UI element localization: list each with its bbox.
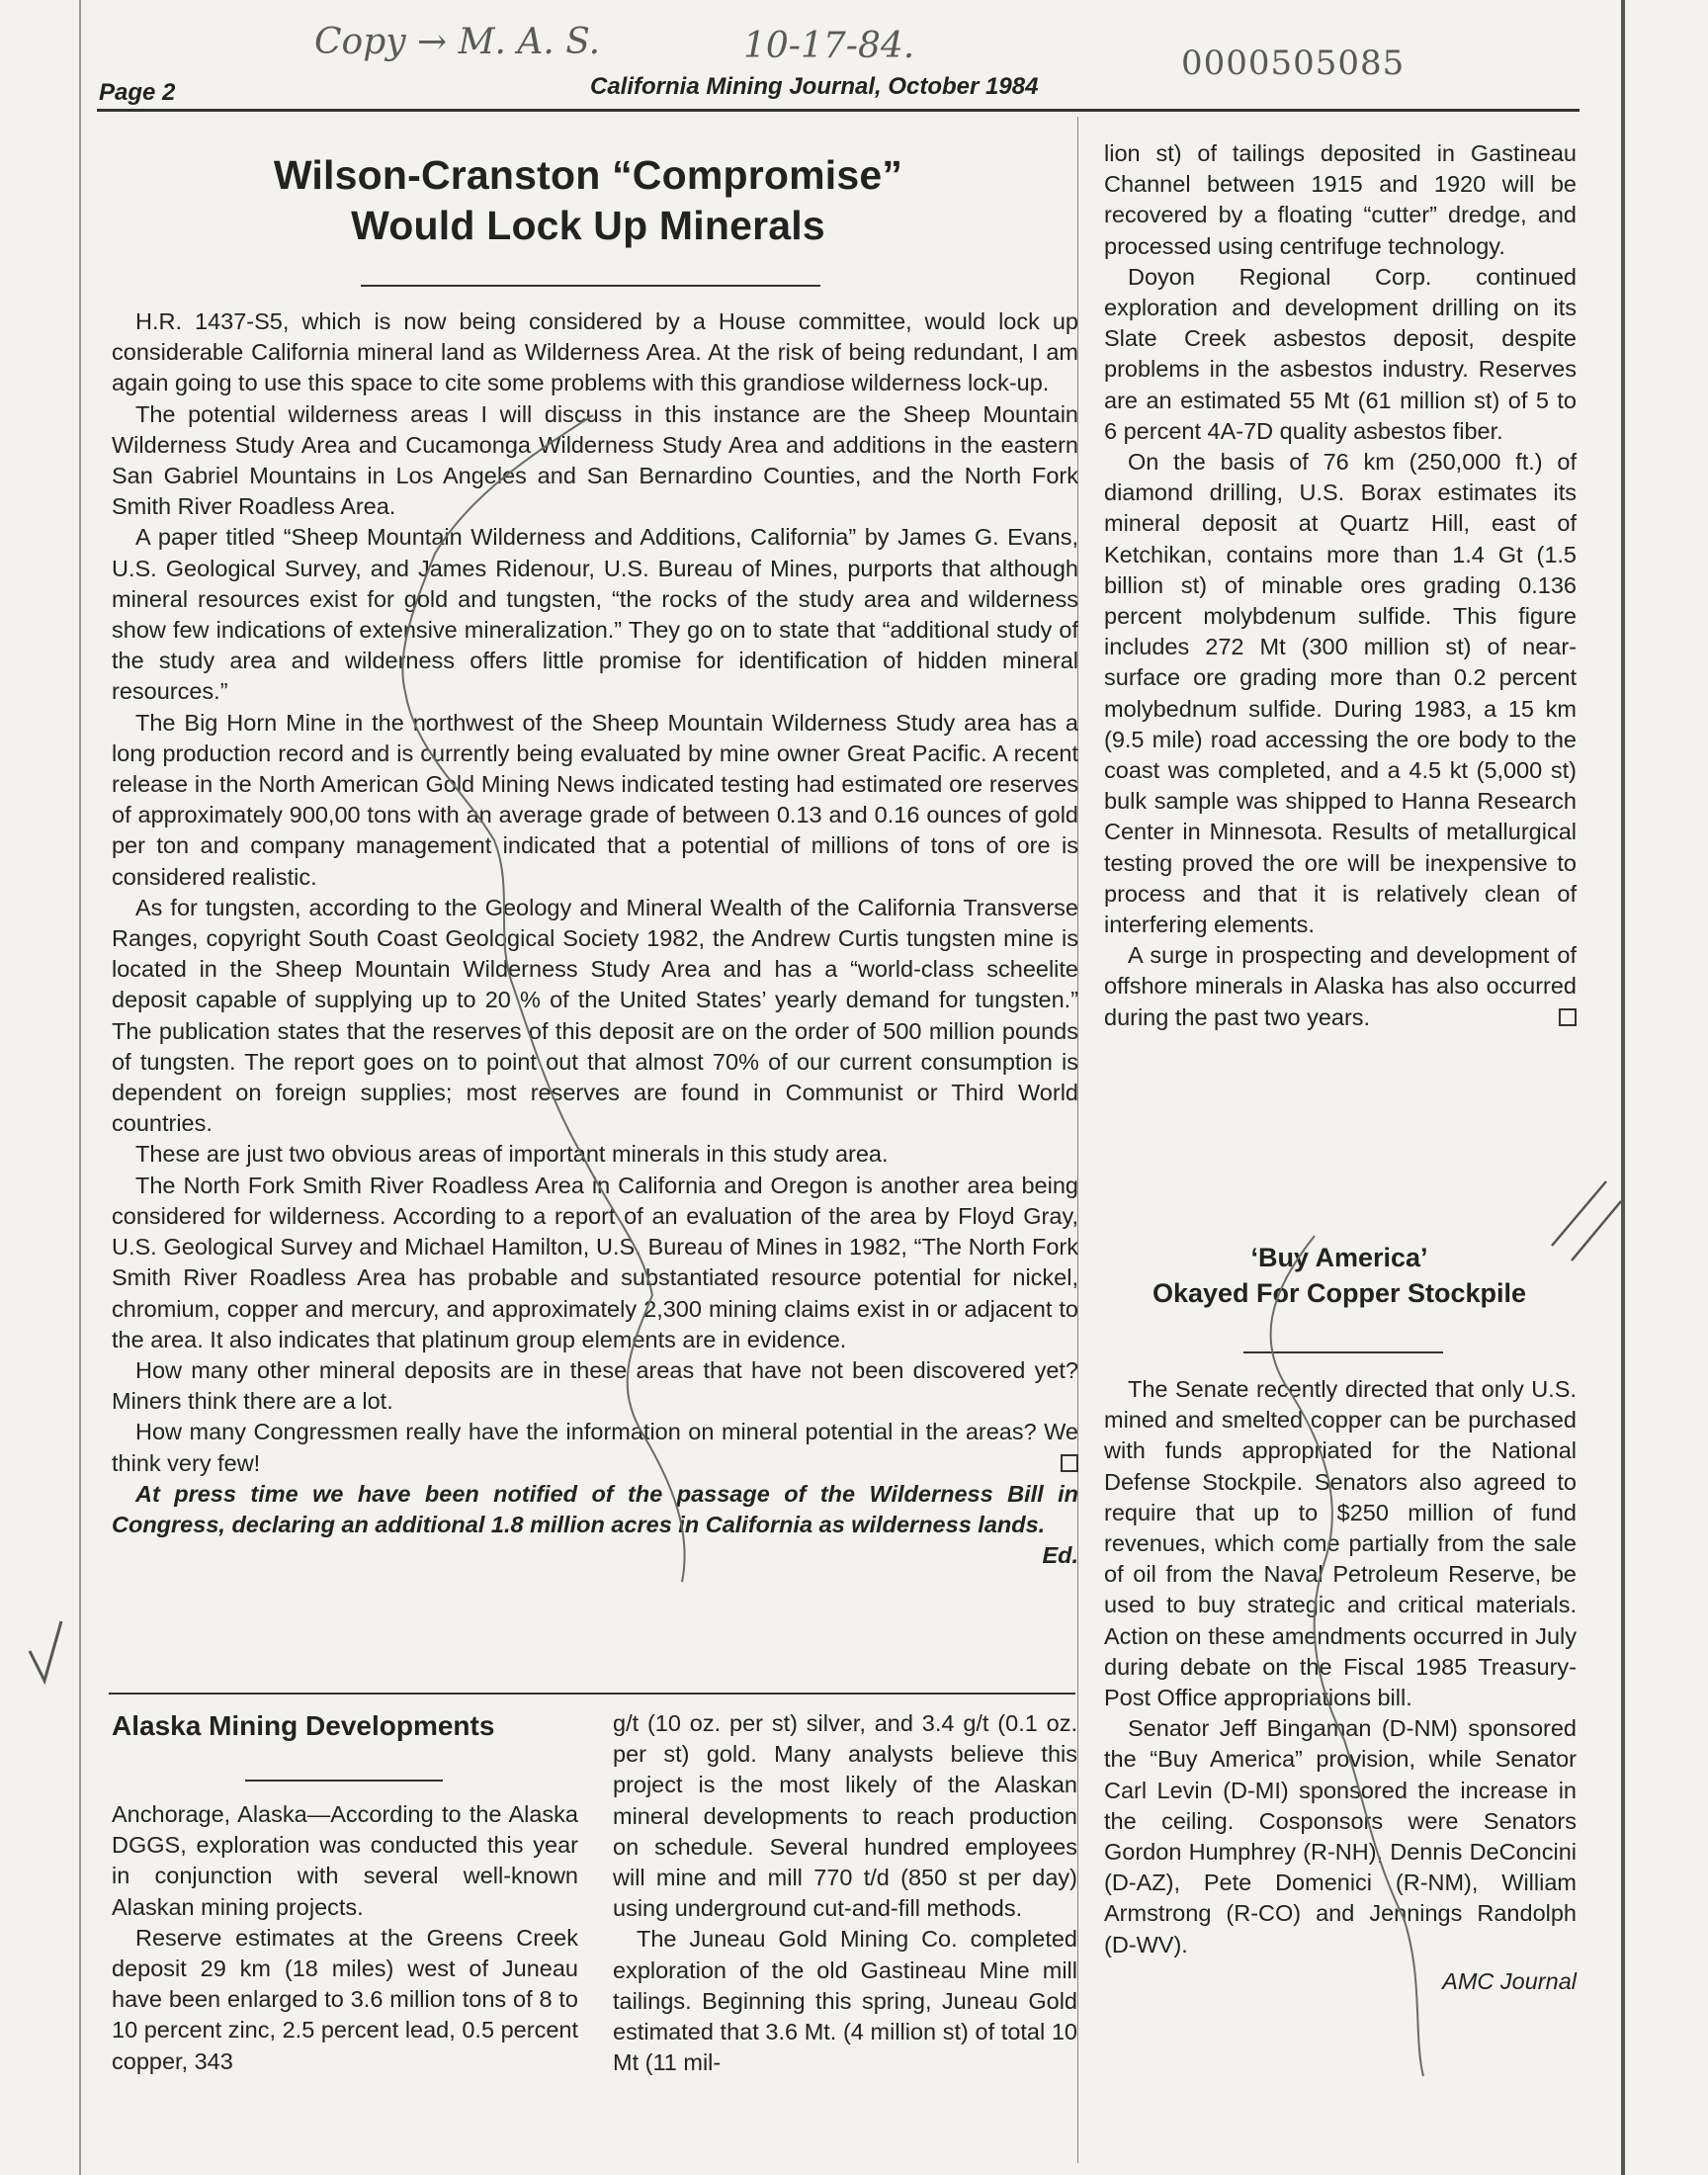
article1-paragraph: How many Congressmen really have the information on mineral potential in the areas? We think very few! (112, 1419, 1078, 1476)
article2-paragraph: Anchorage, Alaska—According to the Alaska DGGS, exploration was conducted this year in conjunction with several well-known Alaskan mining projects. (112, 1801, 578, 1920)
end-mark-icon (1559, 1008, 1577, 1026)
end-mark-icon (1061, 1454, 1078, 1472)
article-separator-rule (109, 1693, 1075, 1695)
handwritten-date-note: 10-17-84. (743, 26, 915, 66)
article3-headline (1097, 1240, 1581, 1311)
article1-paragraph: These are just two obvious areas of important minerals in this study area. (135, 1141, 889, 1168)
header-rule (97, 109, 1580, 112)
article3-paragraph: Senator Jeff Bingaman (D-NM) sponsored the “Buy America” provision, while Senator Carl Levin (D-MI) sponsored the increase in the ceiling. Cosponsors were Senators Gordon Humphrey (R-NH), Dennis DeConcini (D-AZ), Pete Domenici (R-NM), William Armstrong (R-CO) and Jennings Randolph (D-WV). (1104, 1715, 1577, 1958)
article1-title-line1: Wilson-Cranston “Compromise” (273, 152, 903, 198)
article1-paragraph: The Big Horn Mine in the northwest of the Sheep Mountain Wilderness Study area has a long production record and is currently being evaluated by mine owner Great Pacific. A recent release in the North American Gold Mining News indicated testing had estimated ore reserves of approximately 900,00 tons with an average grade of between 0.13 and 0.16 ounces of gold per ton and company management indicated that a potential of millions of tons of ore is considered realistic. (112, 709, 1078, 890)
article1-title-rule (361, 285, 820, 287)
article2-paragraph: On the basis of 76 km (250,000 ft.) of diamond drilling, U.S. Borax estimates its mineral deposit at Quartz Hill, east of Ketchikan, contains more than 1.4 Gt (1.5 billion st) of minable ores grading 0.136 percent molybdenum sulfide. This figure includes 272 Mt (300 million st) of near-surface ore grading more than 0.2 percent molybednum sulfide. During 1983, a 15 km (9.5 mile) road accessing the ore body to the coast was completed, and a 4.5 kt (5,000 st) bulk sample was shipped to Hanna Research Center in Minnesota. Results of metallurgical testing proved the ore will be inexpensive to process and that it is relatively clean of interfering elements. (1104, 449, 1577, 938)
article3-title-line1: ‘Buy America’ (1250, 1243, 1428, 1272)
article2-paragraph: Reserve estimates at the Greens Creek deposit 29 km (18 miles) west of Juneau have been enlarged to 3.6 million tons of 8 to 10 percent zinc, 2.5 percent lead, 0.5 percent copper, 343 (112, 1924, 578, 2074)
article1-paragraph: As for tungsten, according to the Geology and Mineral Wealth of the California Transverse Ranges, copyright South Coast Geological Society 1982, the Andrew Curtis tungsten mine is located in the Sheep Mountain Wilderness Study Area and has a “world-class scheelite deposit capable of supplying up to 20 % of the United States’ yearly demand for tungsten.” The publication states that the reserves of this deposit are on the order of 500 million pounds of tungsten. The report goes on to point out that almost 70% of our current consumption is dependent on foreign supplies; most reserves are found in Communist or Third World countries. (112, 894, 1078, 1137)
article2-column-b (613, 1708, 1077, 2078)
handwritten-copy-note: Copy → M. A. S. (314, 22, 601, 62)
editor-note (112, 1479, 1078, 1569)
left-page-edge (79, 0, 81, 2175)
article2-paragraph: g/t (10 oz. per st) silver, and 3.4 g/t (0.1 oz. per st) gold. Many analysts believe this project is the most likely of the Alaskan mineral developments to reach production on schedule. Several hundred employees will mine and mill 770 t/d (850 st per day) using underground cut-and-fill methods. (613, 1710, 1077, 1922)
article2-column-a (112, 1799, 578, 2077)
article2-paragraph: The Juneau Gold Mining Co. completed exploration of the old Gastineau Mine mill tailings. Beginning this spring, Juneau Gold estimated that 3.6 Mt. (4 million st) of total 10 Mt (11 mil- (613, 1926, 1077, 2076)
article1-paragraph: How many other mineral deposits are in these areas that have not been discovered yet? Miners think there are a lot. (112, 1356, 1078, 1415)
page-number: Page 2 (99, 79, 176, 106)
article1-title-line2: Would Lock Up Minerals (351, 203, 825, 248)
article2-title: Alaska Mining Developments (112, 1710, 495, 1741)
article2-title-rule (245, 1780, 443, 1782)
article1-last-paragraph (112, 1417, 1078, 1478)
article2-paragraph: lion st) of tailings deposited in Gastineau Channel between 1915 and 1920 will be recovered by a floating “cutter” dredge, and processed using centrifuge technology. (1104, 140, 1577, 259)
article1-paragraph: The potential wilderness areas I will discuss in this instance are the Sheep Mountain Wilderness Study Area and Cucamonga Wilderness Study Area and additions in the eastern San Gabriel Mountains in Los Angeles and San Bernardino Counties, and the North Fork Smith River Roadless Area. (112, 400, 1078, 520)
article2-headline (112, 1708, 584, 1744)
article1-headline (114, 150, 1063, 251)
handwritten-doc-number: 0000505085 (1181, 44, 1406, 83)
pen-check-mark (30, 1621, 61, 1681)
article2-paragraph: A surge in prospecting and development of offshore minerals in Alaska has also occurred during the past two years. (1104, 942, 1577, 1030)
article2-last-paragraph (1104, 940, 1577, 1033)
article1-paragraph: H.R. 1437-S5, which is now being considered by a House committee, would lock up considerable California mineral land as Wilderness Area. At the risk of being redundant, I am again going to use this space to cite some problems with this grandiose wilderness lock-up. (112, 308, 1078, 396)
editor-tag: Ed. (1042, 1542, 1078, 1569)
right-page-edge (1621, 0, 1625, 2175)
article2-paragraph: Doyon Regional Corp. continued exploration and development drilling on its Slate Creek asbestos deposit, despite problems in the asbestos industry. Reserves are an estimated 55 Mt (61 million st) of 5 to 6 percent 4A-7D quality asbestos fiber. (1104, 263, 1577, 444)
article2-column-c (1104, 138, 1577, 1033)
article3-paragraph: The Senate recently directed that only U.S. mined and smelted copper can be purchased with funds appropriated for the National Defense Stockpile. Senators also agreed to require that up to $250 million of fund revenues, which come partially from the sale of oil from the Naval Petroleum Reserve, be used to buy strategic and critical materials. Action on these amendments occurred in July during debate on the Fiscal 1985 Treasury-Post Office appropriations bill. (1104, 1376, 1577, 1711)
article3-title-line2: Okayed For Copper Stockpile (1152, 1278, 1527, 1308)
article1-paragraph: A paper titled “Sheep Mountain Wilderness and Additions, California” by James G. Evans, U.S. Geological Survey, and James Ridenour, U.S. Bureau of Mines, purports that although mineral resources exist for gold and tungsten, “the rocks of the study area and wilderness show few indications of extensive mineralization.” They go on to state that “additional study of the study area and wilderness offers little promise for identification of hidden mineral resources.” (112, 524, 1078, 705)
article1-paragraph: The North Fork Smith River Roadless Area in California and Oregon is another area being considered for wilderness. According to a report of an evaluation of the area by Floyd Gray, U.S. Geological Survey and Michael Hamilton, U.S. Bureau of Mines in 1982, “The North Fork Smith River Roadless Area has probable and substantiated resource potential for nickel, chromium, copper and mercury, and approximately 2,300 mining claims exist in or adjacent to the area. It also indicates that platinum group elements are in evidence. (112, 1172, 1078, 1352)
publication-header: California Mining Journal, October 1984 (590, 73, 1039, 100)
editor-note-text: At press time we have been notified of the passage of the Wilderness Bill in Congress, declaring an additional 1.8 million acres in California as wilderness lands. (112, 1480, 1078, 1537)
article1-body (112, 306, 1078, 1571)
article3-title-rule (1243, 1351, 1443, 1353)
article3-body (1104, 1374, 1577, 1997)
article3-source: AMC Journal (1442, 1967, 1577, 1994)
